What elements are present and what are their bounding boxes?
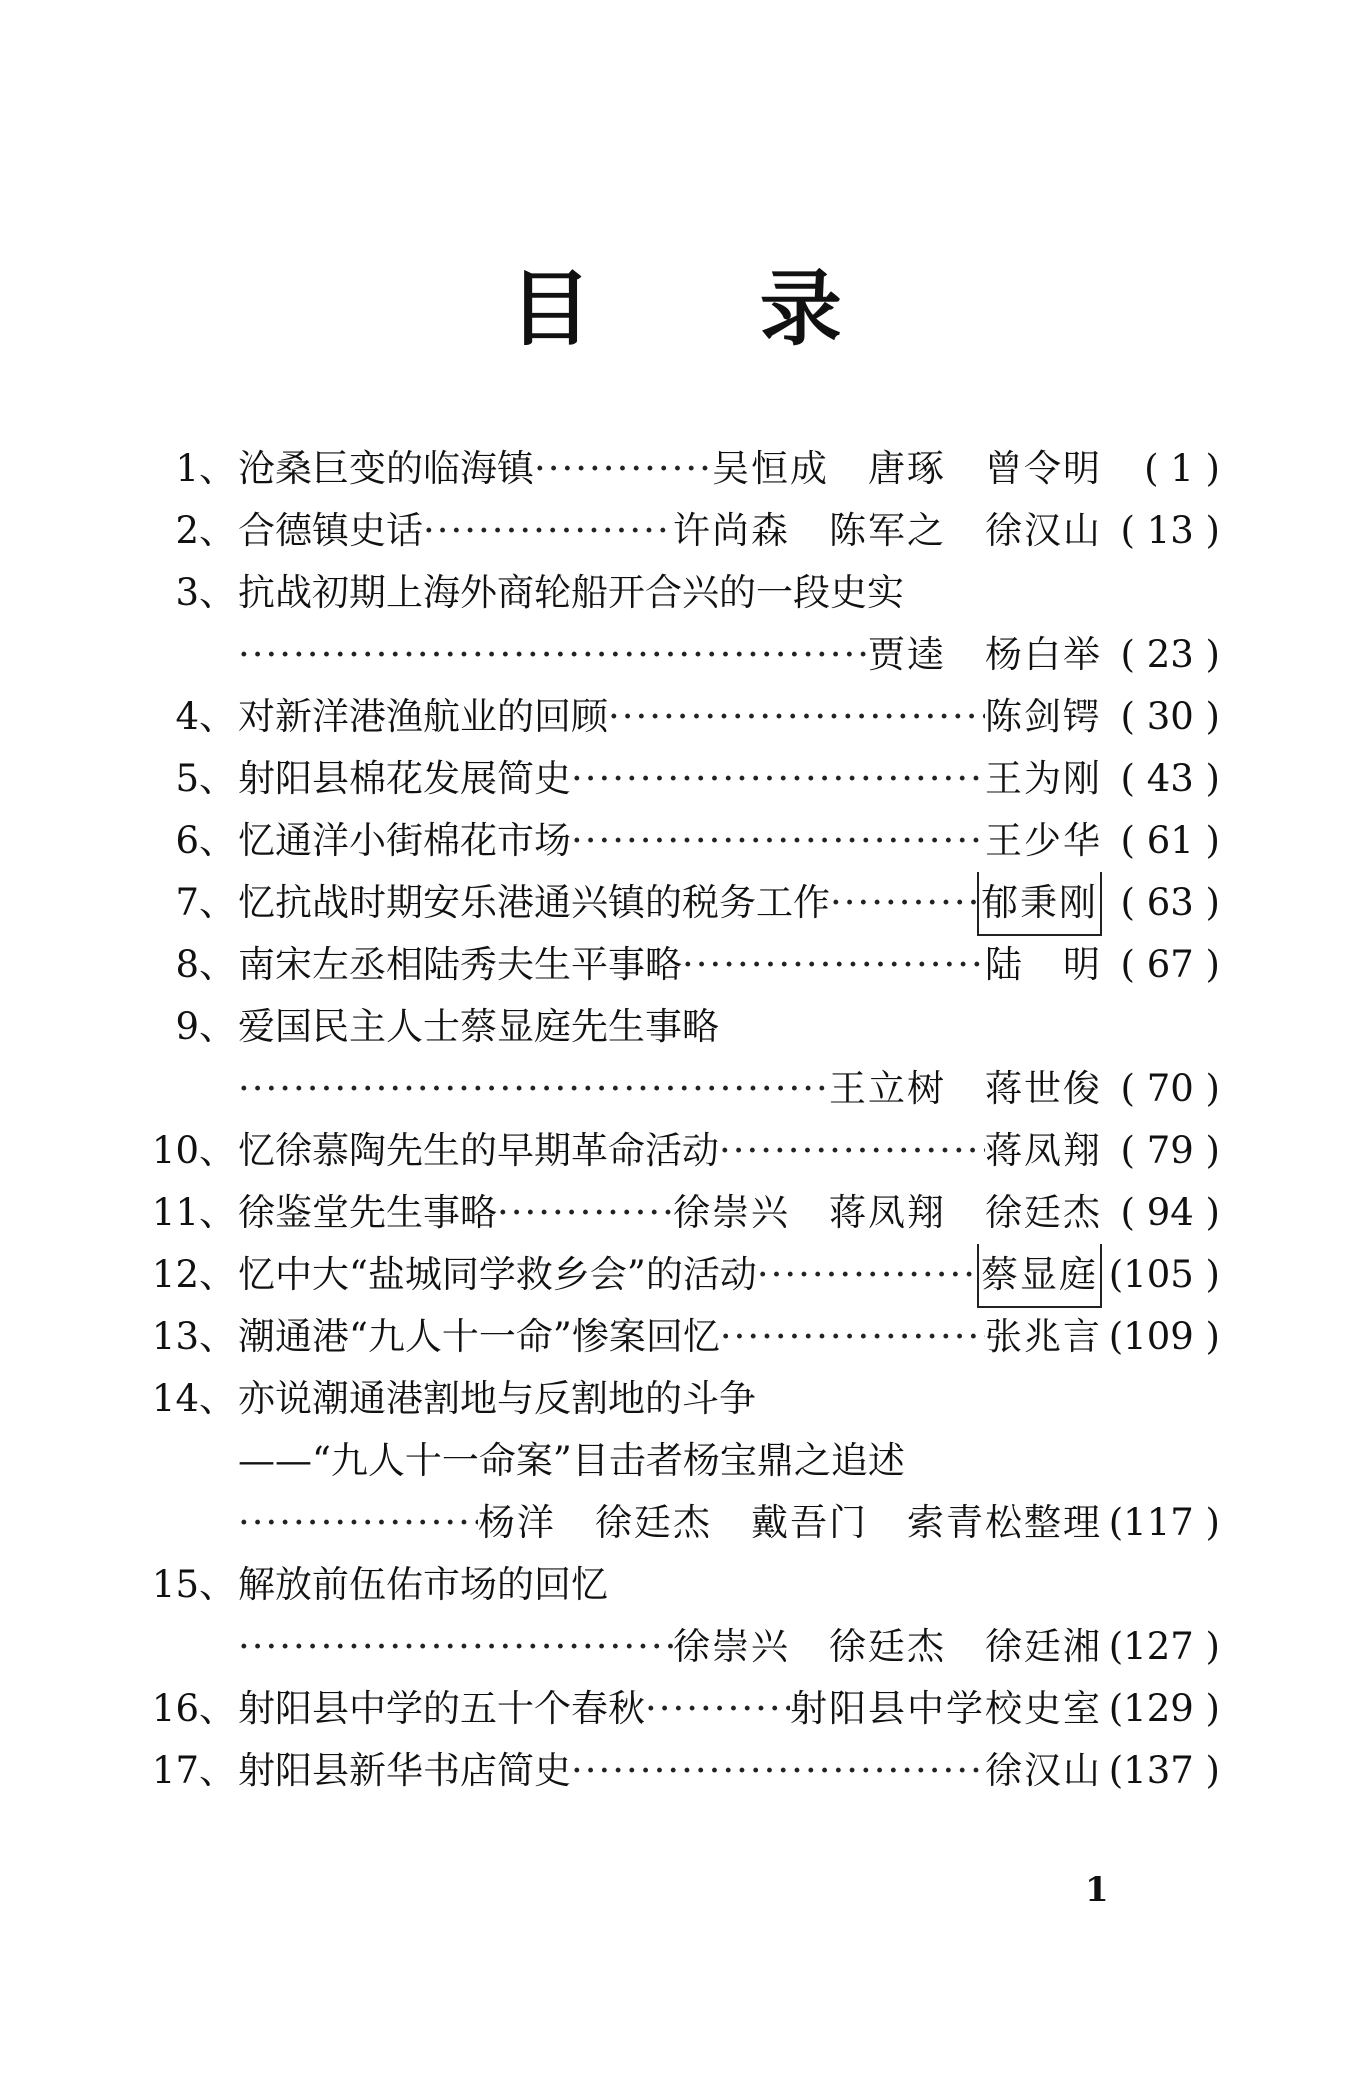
toc-entry[interactable] bbox=[140, 1120, 1220, 1182]
entry-author: 蒋凤翔 bbox=[985, 1129, 1102, 1172]
entry-line bbox=[238, 1120, 1220, 1182]
entry-line bbox=[238, 934, 1220, 996]
entry-page: ( 13 ) bbox=[1120, 509, 1220, 552]
entry-number: 15、 bbox=[151, 1563, 236, 1606]
entry-page: ( 30 ) bbox=[1120, 695, 1220, 738]
dot-leader bbox=[423, 500, 673, 562]
entry-number: 4、 bbox=[175, 695, 236, 738]
toc-entry[interactable] bbox=[140, 872, 1220, 934]
toc-entry[interactable] bbox=[140, 996, 1220, 1058]
toc-entry-continuation bbox=[140, 1492, 1220, 1554]
entry-author: 陆 明 bbox=[985, 943, 1102, 986]
dot-leader bbox=[682, 934, 985, 996]
toc-entry[interactable] bbox=[140, 810, 1220, 872]
page-title: 目 录 bbox=[509, 261, 912, 357]
dot-leader bbox=[830, 872, 977, 934]
entry-line bbox=[238, 1182, 1220, 1244]
entry-page: ( 79 ) bbox=[1120, 1129, 1220, 1172]
entry-page: ( 70 ) bbox=[1120, 1067, 1220, 1110]
entry-number: 9、 bbox=[175, 1005, 236, 1048]
dot-leader bbox=[645, 1678, 790, 1740]
entry-title: 合德镇史话 bbox=[238, 509, 423, 552]
dot-leader bbox=[238, 1492, 478, 1554]
entry-title: 忆徐慕陶先生的早期革命活动 bbox=[238, 1129, 719, 1172]
entry-title: 射阳县棉花发展简史 bbox=[238, 757, 571, 800]
entry-line bbox=[238, 1740, 1220, 1802]
entry-author: 蔡显庭 bbox=[977, 1244, 1102, 1308]
page-number: 1 bbox=[1085, 1870, 1109, 1910]
entry-author: 许尚森 陈军之 徐汉山 bbox=[673, 509, 1102, 552]
toc-entry-continuation bbox=[140, 1616, 1220, 1678]
table-of-contents bbox=[140, 438, 1220, 1802]
entry-number: 3、 bbox=[175, 571, 236, 614]
entry-author: 徐崇兴 蒋凤翔 徐廷杰 bbox=[673, 1191, 1102, 1234]
entry-title: 亦说潮通港割地与反割地的斗争 bbox=[238, 1377, 756, 1420]
entry-number: 16、 bbox=[151, 1687, 236, 1730]
toc-entry[interactable] bbox=[140, 438, 1220, 500]
entry-line bbox=[238, 810, 1220, 872]
entry-line bbox=[238, 1616, 1220, 1678]
dot-leader bbox=[757, 1244, 977, 1306]
entry-author: 徐汉山 bbox=[985, 1749, 1102, 1792]
entry-line bbox=[238, 1492, 1220, 1554]
entry-page: ( 1 ) bbox=[1144, 447, 1220, 490]
dot-leader bbox=[238, 1058, 829, 1120]
entry-number: 1、 bbox=[175, 447, 236, 490]
entry-title: 爱国民主人士蔡显庭先生事略 bbox=[238, 1005, 719, 1048]
entry-line bbox=[238, 1306, 1220, 1368]
toc-entry[interactable] bbox=[140, 686, 1220, 748]
toc-entry[interactable] bbox=[140, 1244, 1220, 1306]
dot-leader bbox=[238, 624, 868, 686]
toc-entry[interactable] bbox=[140, 1306, 1220, 1368]
entry-title: 徐鉴堂先生事略 bbox=[238, 1191, 497, 1234]
entry-line bbox=[238, 1678, 1220, 1740]
entry-title: 沧桑巨变的临海镇 bbox=[238, 447, 534, 490]
dot-leader bbox=[534, 438, 712, 500]
entry-page: (109 ) bbox=[1108, 1315, 1220, 1358]
toc-entry[interactable] bbox=[140, 562, 1220, 624]
toc-entry[interactable] bbox=[140, 1182, 1220, 1244]
entry-page: (137 ) bbox=[1108, 1749, 1220, 1792]
toc-entry-continuation bbox=[140, 624, 1220, 686]
toc-entry[interactable] bbox=[140, 1368, 1220, 1430]
entry-number: 8、 bbox=[175, 943, 236, 986]
entry-number: 2、 bbox=[175, 509, 236, 552]
toc-entry[interactable] bbox=[140, 748, 1220, 810]
entry-line bbox=[238, 438, 1220, 500]
entry-line bbox=[238, 872, 1220, 936]
entry-title: 解放前伍佑市场的回忆 bbox=[238, 1563, 608, 1606]
entry-page: (105 ) bbox=[1108, 1253, 1220, 1296]
entry-page: (127 ) bbox=[1108, 1625, 1220, 1668]
entry-author: 陈剑锷 bbox=[985, 695, 1102, 738]
entry-title: 忆抗战时期安乐港通兴镇的税务工作 bbox=[238, 881, 830, 924]
entry-line bbox=[238, 686, 1220, 748]
toc-entry-continuation bbox=[140, 1058, 1220, 1120]
entry-subtitle: ——“九人十一命案”目击者杨宝鼎之追述 bbox=[238, 1439, 905, 1482]
entry-title: 忆通洋小街棉花市场 bbox=[238, 819, 571, 862]
entry-title: 对新洋港渔航业的回顾 bbox=[238, 695, 608, 738]
entry-page: ( 43 ) bbox=[1120, 757, 1220, 800]
entry-author: 郁秉刚 bbox=[977, 872, 1102, 936]
entry-author: 王立树 蒋世俊 bbox=[829, 1067, 1102, 1110]
entry-number: 14、 bbox=[151, 1377, 236, 1420]
toc-entry[interactable] bbox=[140, 934, 1220, 996]
entry-author: 王为刚 bbox=[985, 757, 1102, 800]
entry-number: 17、 bbox=[151, 1749, 236, 1792]
toc-entry[interactable] bbox=[140, 500, 1220, 562]
entry-title: 南宋左丞相陆秀夫生平事略 bbox=[238, 943, 682, 986]
entry-title: 忆中大“盐城同学救乡会”的活动 bbox=[238, 1253, 757, 1296]
entry-page: ( 61 ) bbox=[1120, 819, 1220, 862]
entry-line bbox=[238, 500, 1220, 562]
entry-page: (129 ) bbox=[1108, 1687, 1220, 1730]
entry-number: 6、 bbox=[175, 819, 236, 862]
entry-page: ( 23 ) bbox=[1120, 633, 1220, 676]
entry-author: 徐崇兴 徐廷杰 徐廷湘 bbox=[673, 1625, 1102, 1668]
entry-title: 抗战初期上海外商轮船开合兴的一段史实 bbox=[238, 571, 904, 614]
dot-leader bbox=[571, 810, 985, 872]
dot-leader bbox=[719, 1120, 985, 1182]
entry-number: 11、 bbox=[151, 1191, 236, 1234]
toc-entry[interactable] bbox=[140, 1554, 1220, 1616]
dot-leader bbox=[238, 1616, 673, 1678]
entry-line bbox=[238, 1244, 1220, 1308]
entry-author: 吴恒成 唐琢 曾令明 bbox=[712, 447, 1102, 490]
entry-line bbox=[238, 624, 1220, 686]
entry-page: ( 63 ) bbox=[1120, 881, 1220, 924]
toc-entry[interactable] bbox=[140, 1740, 1220, 1802]
entry-author: 杨洋 徐廷杰 戴吾门 索青松整理 bbox=[478, 1501, 1102, 1544]
entry-title: 射阳县新华书店简史 bbox=[238, 1749, 571, 1792]
dot-leader bbox=[571, 748, 985, 810]
entry-author: 王少华 bbox=[985, 819, 1102, 862]
dot-leader bbox=[720, 1306, 985, 1368]
entry-page: ( 94 ) bbox=[1120, 1191, 1220, 1234]
toc-entry-subtitle bbox=[140, 1430, 1220, 1492]
entry-number: 7、 bbox=[175, 881, 236, 924]
entry-number: 10、 bbox=[151, 1129, 236, 1172]
entry-number: 13、 bbox=[151, 1315, 236, 1358]
entry-page: (117 ) bbox=[1108, 1501, 1220, 1544]
dot-leader bbox=[497, 1182, 673, 1244]
dot-leader bbox=[571, 1740, 985, 1802]
entry-line bbox=[238, 1058, 1220, 1120]
entry-page: ( 67 ) bbox=[1120, 943, 1220, 986]
entry-number: 12、 bbox=[151, 1253, 236, 1296]
entry-author: 射阳县中学校史室 bbox=[790, 1687, 1102, 1730]
entry-title: 潮通港“九人十一命”惨案回忆 bbox=[238, 1315, 720, 1358]
entry-number: 5、 bbox=[175, 757, 236, 800]
entry-author: 贾逵 杨白举 bbox=[868, 633, 1102, 676]
entry-author: 张兆言 bbox=[985, 1315, 1102, 1358]
entry-line bbox=[238, 748, 1220, 810]
toc-entry[interactable] bbox=[140, 1678, 1220, 1740]
dot-leader bbox=[608, 686, 985, 748]
entry-title: 射阳县中学的五十个春秋 bbox=[238, 1687, 645, 1730]
